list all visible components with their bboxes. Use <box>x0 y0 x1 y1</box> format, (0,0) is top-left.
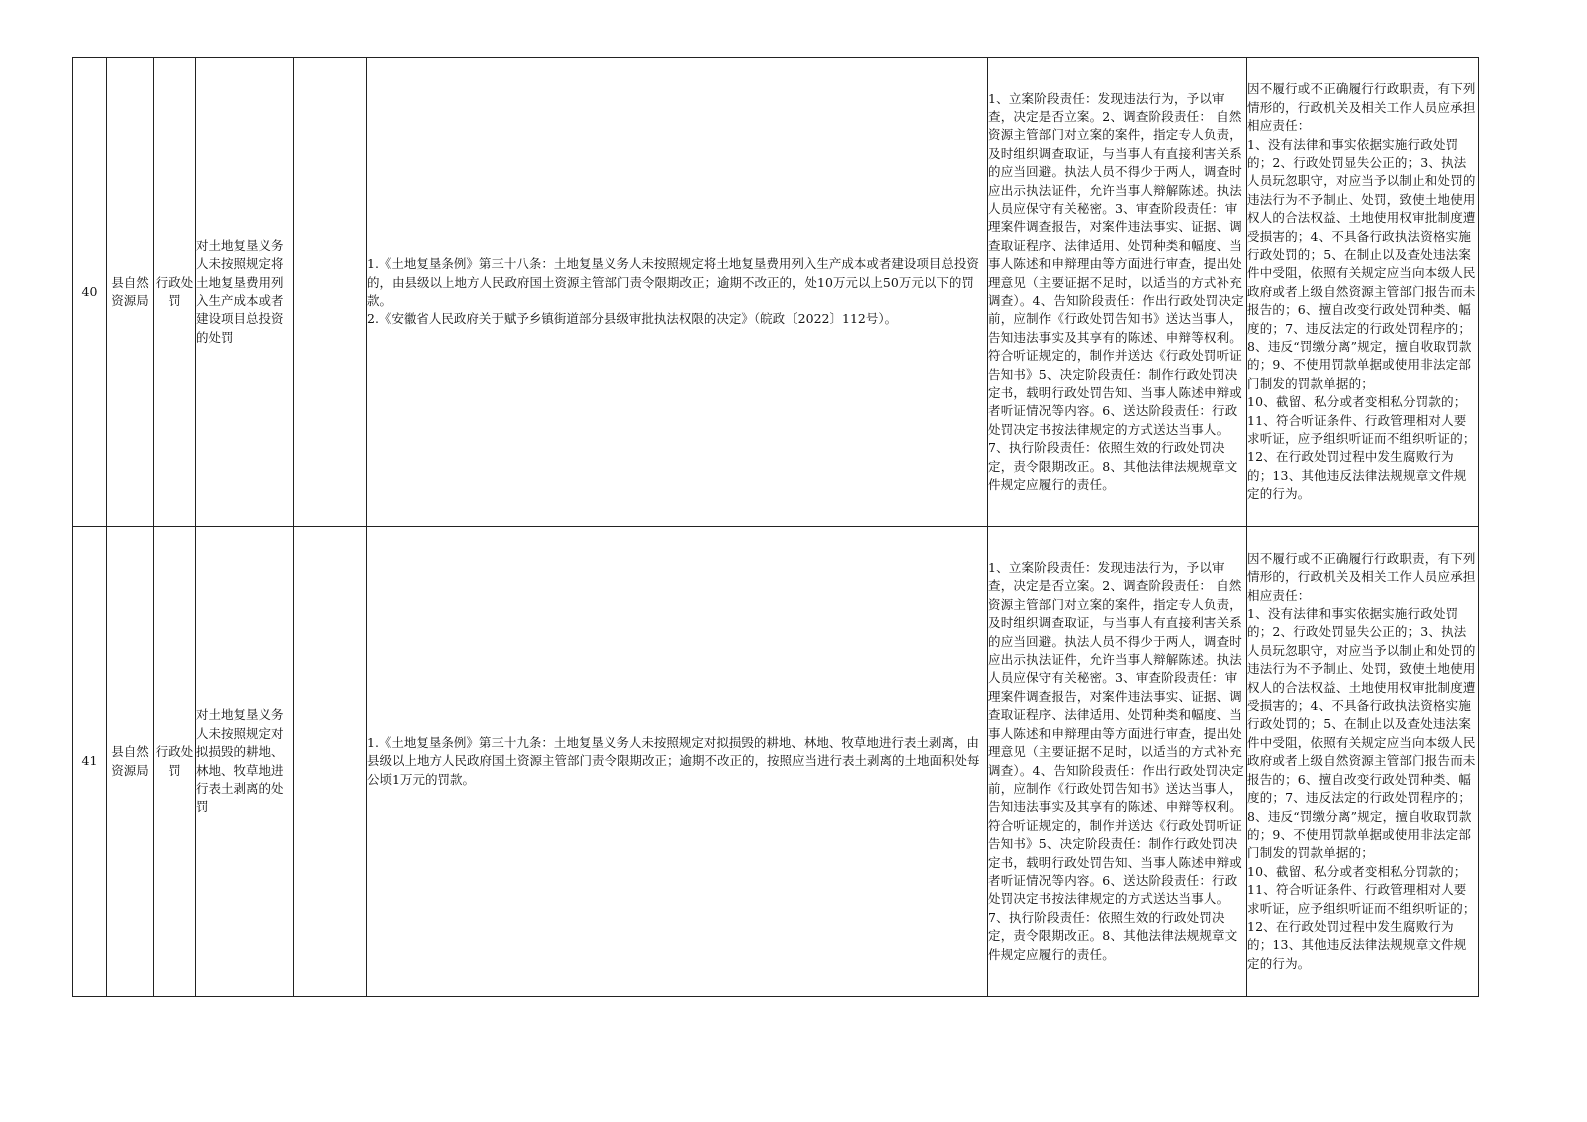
table-row <box>73 58 1479 527</box>
legal-basis-cell <box>367 527 988 997</box>
responsibility-cell: 1、立案阶段责任：发现违法行为，予以审查，决定是否立案。2、调查阶段责任： 自然资源主管部门对立案的案件，指定专人负责，及时组织调查取证，与当事人有直接利害关系的应当回避。执法人员不得少于两人，调查时应出示执法证件，允许当事人辩解陈述。执法人员应保守有关秘密。3、审查阶段责任：审理案件调查报告，对案件违法事实、证据、调查取证程序、法律适用、处罚种类和幅度、当事人陈述和申辩理由等方面进行审查，提出处理意见（主要证据不足时，以适当的方式补充调查）。4、告知阶段责任：作出行政处罚决定前，应制作《行政处罚告知书》送达当事人，告知违法事实及其享有的陈述、申辩等权利。符合听证规定的，制作并送达《行政处罚听证告知书》5、决定阶段责任：制作行政处罚决定书，载明行政处罚告知、当事人陈述申辩或者听证情况等内容。6、送达阶段责任：行政处罚决定书按法律规定的方式送达当事人。7、执行阶段责任：依照生效的行政处罚决定，责令限期改正。8、其他法律法规规章文件规定应履行的责任。 <box>988 58 1247 527</box>
legal-basis-clause: 1.《土地复垦条例》第三十八条：土地复垦义务人未按照规定将土地复垦费用列入生产成本或者建设项目总投资的，由县级以上地方人民政府国土资源主管部门责令限期改正；逾期不改正的，处10万元以上50万元以下的罚款。 <box>367 256 979 308</box>
responsibility-cell: 1、立案阶段责任：发现违法行为，予以审查，决定是否立案。2、调查阶段责任： 自然资源主管部门对立案的案件，指定专人负责，及时组织调查取证，与当事人有直接利害关系的应当回避。执法人员不得少于两人，调查时应出示执法证件，允许当事人辩解陈述。执法人员应保守有关秘密。3、审查阶段责任：审理案件调查报告，对案件违法事实、证据、调查取证程序、法律适用、处罚种类和幅度、当事人陈述和申辩理由等方面进行审查，提出处理意见（主要证据不足时，以适当的方式补充调查）。4、告知阶段责任：作出行政处罚决定前，应制作《行政处罚告知书》送达当事人，告知违法事实及其享有的陈述、申辩等权利。符合听证规定的，制作并送达《行政处罚听证告知书》5、决定阶段责任：制作行政处罚决定书，载明行政处罚告知、当事人陈述申辩或者听证情况等内容。6、送达阶段责任：行政处罚决定书按法律规定的方式送达当事人。7、执行阶段责任：依照生效的行政处罚决定，责令限期改正。8、其他法律法规规章文件规定应履行的责任。 <box>988 527 1247 997</box>
item-name-cell: 对土地复垦义务人未按照规定对拟损毁的耕地、林地、牧草地进行表土剥离的处罚 <box>196 527 294 997</box>
legal-basis-cell <box>367 58 988 527</box>
power-list-table <box>72 57 1479 997</box>
sub-item-cell <box>294 527 367 997</box>
table-row <box>73 527 1479 997</box>
department-cell: 县自然资源局 <box>107 58 154 527</box>
item-name-cell: 对土地复垦义务人未按照规定将土地复垦费用列入生产成本或者建设项目总投资的处罚 <box>196 58 294 527</box>
power-type-cell: 行政处罚 <box>154 58 196 527</box>
department-cell: 县自然资源局 <box>107 527 154 997</box>
power-type-cell: 行政处罚 <box>154 527 196 997</box>
row-number: 40 <box>73 58 107 527</box>
sub-item-cell <box>294 58 367 527</box>
legal-basis-clause: 2.《安徽省人民政府关于赋予乡镇街道部分县级审批执法权限的决定》（皖政〔2022〕112号）。 <box>367 311 898 327</box>
legal-basis-clause: 1.《土地复垦条例》第三十九条：土地复垦义务人未按照规定对拟损毁的耕地、林地、牧草地进行表土剥离，由县级以上地方人民政府国土资源主管部门责令限期改正；逾期不改正的，按照应当进行表土剥离的土地面积处每公顷1万元的罚款。 <box>367 734 980 787</box>
accountability-cell: 因不履行或不正确履行行政职责，有下列情形的，行政机关及相关工作人员应承担相应责任： 1、没有法律和事实依据实施行政处罚的；2、行政处罚显失公正的；3、执法人员玩忽职守，对应当予以制止和处罚的违法行为不予制止、处罚，致使土地使用权人的合法权益、土地使用权审批制度遭受损害的；4、不具备行政执法资格实施行政处罚的；5、在制止以及查处违法案件中受阻，依照有关规定应当向本级人民政府或者上级自然资源主管部门报告而未报告的；6、擅自改变行政处罚种类、幅度的；7、违反法定的行政处罚程序的；8、违反“罚缴分离”规定，擅自收取罚款的；9、不使用罚款单据或使用非法定部门制发的罚款单据的； 10、截留、私分或者变相私分罚款的；11、符合听证条件、行政管理相对人要求听证，应予组织听证而不组织听证的；12、在行政处罚过程中发生腐败行为的；13、其他违反法律法规规章文件规定的行为。 <box>1247 58 1479 527</box>
row-number: 41 <box>73 527 107 997</box>
accountability-cell: 因不履行或不正确履行行政职责，有下列情形的，行政机关及相关工作人员应承担相应责任： 1、没有法律和事实依据实施行政处罚的；2、行政处罚显失公正的；3、执法人员玩忽职守，对应当予以制止和处罚的违法行为不予制止、处罚，致使土地使用权人的合法权益、土地使用权审批制度遭受损害的；4、不具备行政执法资格实施行政处罚的；5、在制止以及查处违法案件中受阻，依照有关规定应当向本级人民政府或者上级自然资源主管部门报告而未报告的；6、擅自改变行政处罚种类、幅度的；7、违反法定的行政处罚程序的；8、违反“罚缴分离”规定，擅自收取罚款的；9、不使用罚款单据或使用非法定部门制发的罚款单据的； 10、截留、私分或者变相私分罚款的；11、符合听证条件、行政管理相对人要求听证，应予组织听证而不组织听证的；12、在行政处罚过程中发生腐败行为的；13、其他违反法律法规规章文件规定的行为。 <box>1247 527 1479 997</box>
